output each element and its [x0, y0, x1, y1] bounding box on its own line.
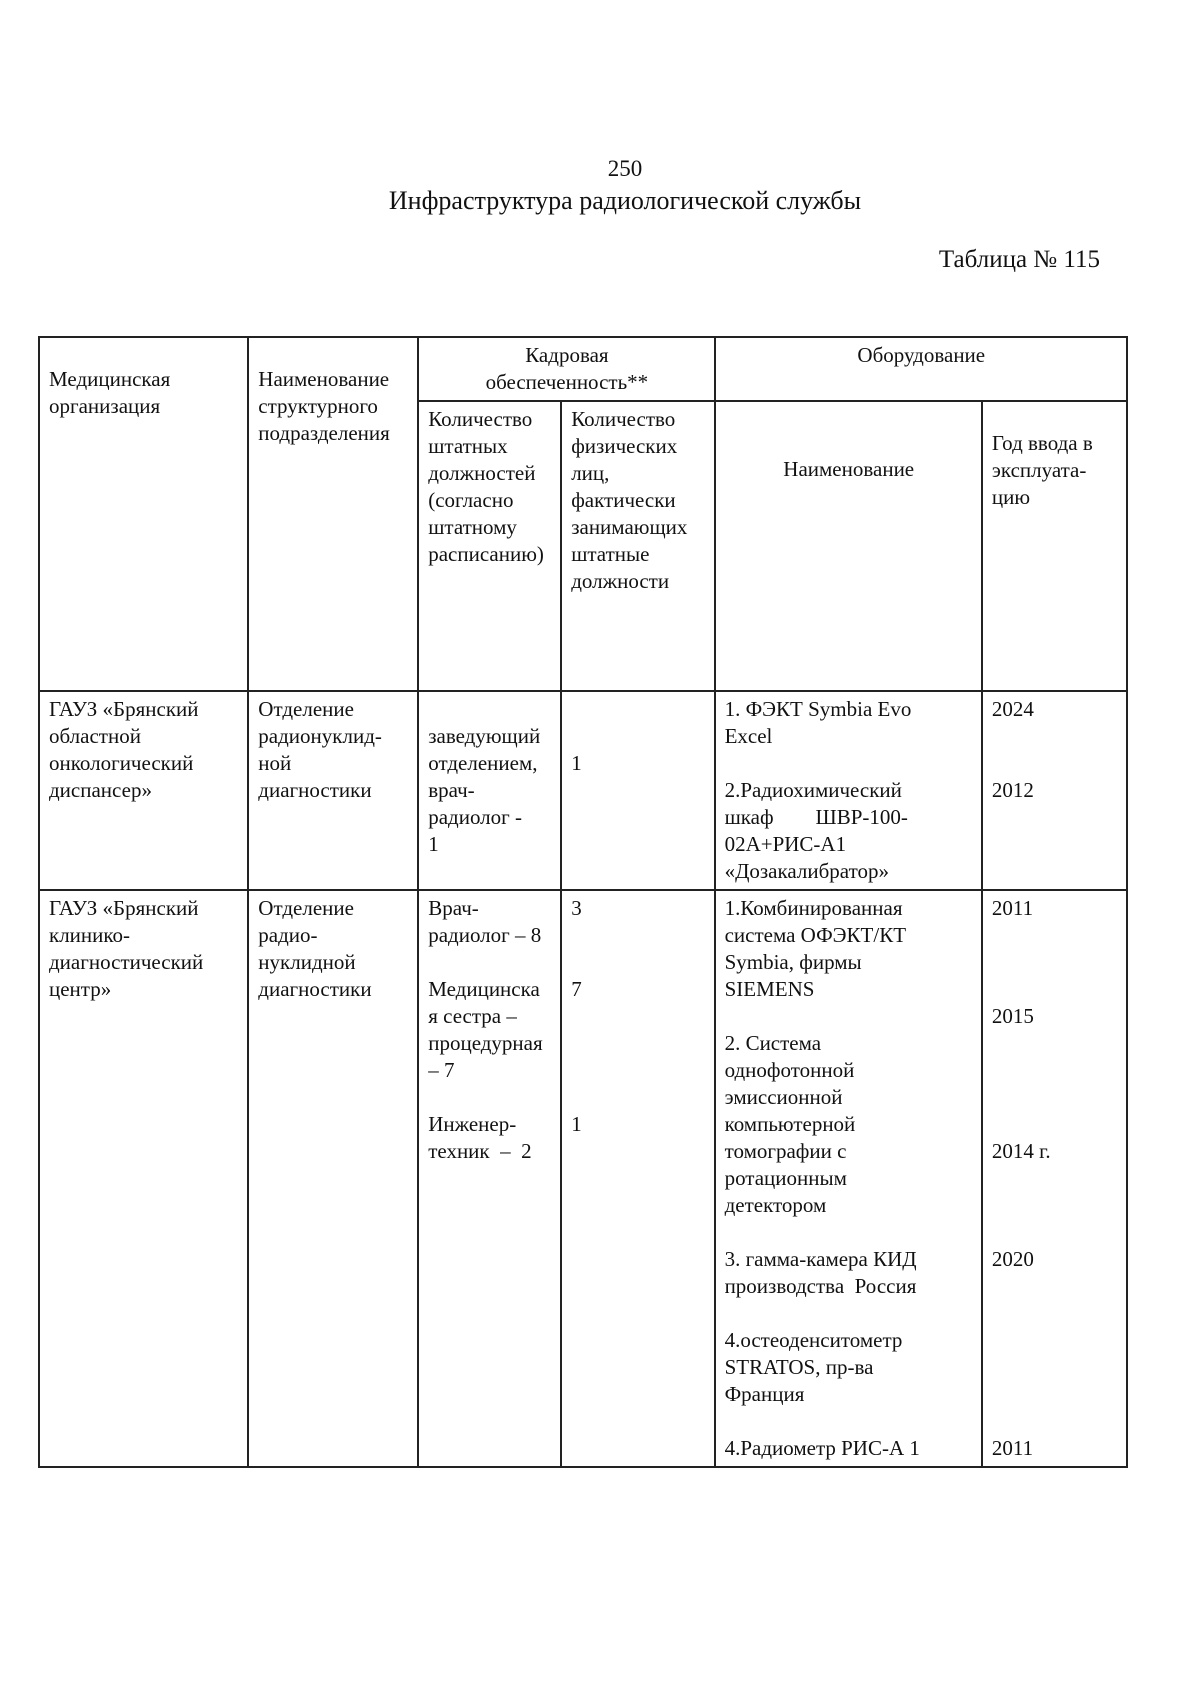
organization-cell: ГАУЗ «Брянский областной онкологический диспансер»	[39, 691, 248, 890]
table-row	[39, 890, 1127, 1467]
positions-cell: заведующий отделением, врач- радиолог - 1	[418, 691, 561, 890]
unit-cell: Отделение радионуклид- ной диагностики	[248, 691, 418, 890]
page-number: 250	[607, 156, 643, 181]
header-positions-count: Количество штатных должностей (согласно штатному расписанию)	[418, 401, 561, 691]
equipment-cell: 1. ФЭКТ Symbia Evo Excel 2.Радиохимический шкаф ШВР-100- 02А+РИС-А1 «Дозакалибратор»	[715, 691, 982, 890]
table-number: Таблица № 115	[938, 246, 1100, 273]
infrastructure-table	[38, 336, 1128, 1468]
header-organization: Медицинская организация	[39, 337, 248, 691]
header-unit: Наименование структурного подразделения	[248, 337, 418, 691]
positions-cell: Врач- радиолог – 8 Медицинска я сестра – процедурная – 7 Инженер- техник – 2	[418, 890, 561, 1467]
header-year: Год ввода в эксплуата- цию	[982, 401, 1127, 691]
header-persons-count: Количество физических лиц, фактически занимающих штатные должности	[561, 401, 714, 691]
year-cell: 2024 2012	[982, 691, 1127, 890]
unit-cell: Отделение радио- нуклидной диагностики	[248, 890, 418, 1467]
year-cell: 2011 2015 2014 г. 2020 2011	[982, 890, 1127, 1467]
header-equipment-name: Наименование	[715, 401, 982, 691]
persons-cell: 1	[561, 691, 714, 890]
header-staffing: Кадровая обеспеченность**	[418, 337, 714, 401]
persons-cell: 3 7 1	[561, 890, 714, 1467]
header-equipment: Оборудование	[715, 337, 1127, 401]
equipment-cell: 1.Комбинированная система ОФЭКТ/КТ Symbia, фирмы SIEMENS 2. Система однофотонной эмиссионной компьютерной томографии с ротационным детектором 3. гамма-камера КИД производства Россия 4.остеоденситометр STRATOS, пр-ва Франция 4.Радиометр РИС-А 1	[715, 890, 982, 1467]
document-title: Инфраструктура радиологической службы	[388, 186, 862, 215]
table-row	[39, 691, 1127, 890]
organization-cell: ГАУЗ «Брянский клинико- диагностический центр»	[39, 890, 248, 1467]
